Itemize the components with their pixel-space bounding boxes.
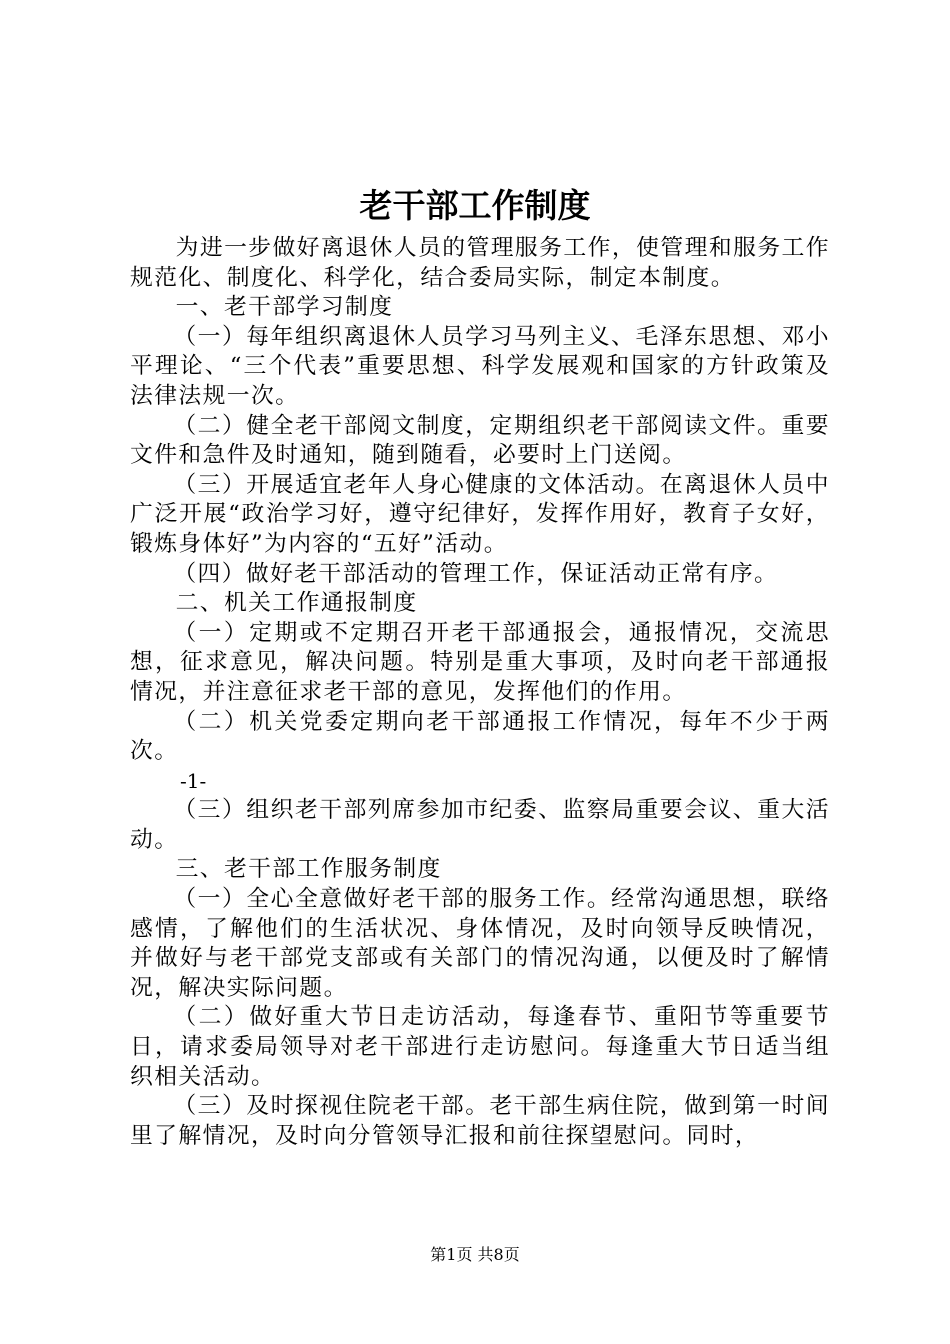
inline-page-marker: -1- xyxy=(180,768,207,793)
page-footer: 第1页 共8页 xyxy=(430,1245,520,1264)
section-2-item-1: （一）定期或不定期召开老干部通报会，通报情况，交流思想，征求意见，解决问题。特别是重大事项，及时向老干部通报情况，并注意征求老干部的意见，发挥他们的作用。 xyxy=(130,619,830,705)
section-3-item-1: （一）全心全意做好老干部的服务工作。经常沟通思想，联络感情，了解他们的生活状况、身体情况，及时向领导反映情况，并做好与老干部党支部或有关部门的情况沟通，以便及时了解情况，解决实际问题。 xyxy=(130,886,830,1001)
section-3-item-2: （二）做好重大节日走访活动，每逢春节、重阳节等重要节日，请求委局领导对老干部进行走访慰问。每逢重大节日适当组织相关活动。 xyxy=(130,1004,830,1090)
section-2-heading: 二、机关工作通报制度 xyxy=(175,590,418,617)
section-3-heading: 三、老干部工作服务制度 xyxy=(175,856,442,883)
section-1-item-4: （四）做好老干部活动的管理工作，保证活动正常有序。 xyxy=(173,560,779,587)
intro-paragraph: 为进一步做好离退休人员的管理服务工作，使管理和服务工作规范化、制度化、科学化，结合委局实际，制定本制度。 xyxy=(130,235,830,291)
section-2-item-2: （二）机关党委定期向老干部通报工作情况，每年不少于两次。 xyxy=(130,708,830,765)
section-1-item-1: （一）每年组织离退休人员学习马列主义、毛泽东思想、邓小平理论、“三个代表”重要思想、科学发展观和国家的方针政策及法律法规一次。 xyxy=(130,323,830,409)
section-1-item-2: （二）健全老干部阅文制度，定期组织老干部阅读文件。重要文件和急件及时通知，随到随看，必要时上门送阅。 xyxy=(130,412,830,469)
section-1-heading: 一、老干部学习制度 xyxy=(175,294,394,321)
section-1-item-3: （三）开展适宜老年人身心健康的文体活动。在离退休人员中广泛开展“政治学习好，遵守纪律好，发挥作用好，教育子女好，锻炼身体好”为内容的“五好”活动。 xyxy=(130,471,830,557)
section-3-item-3: （三）及时探视住院老干部。老干部生病住院，做到第一时间里了解情况，及时向分管领导汇报和前往探望慰问。同时， xyxy=(130,1093,830,1149)
document-body xyxy=(130,234,830,1151)
section-2-item-3: （三）组织老干部列席参加市纪委、监察局重要会议、重大活动。 xyxy=(130,797,830,853)
document-title: 老干部工作制度 xyxy=(359,186,591,225)
